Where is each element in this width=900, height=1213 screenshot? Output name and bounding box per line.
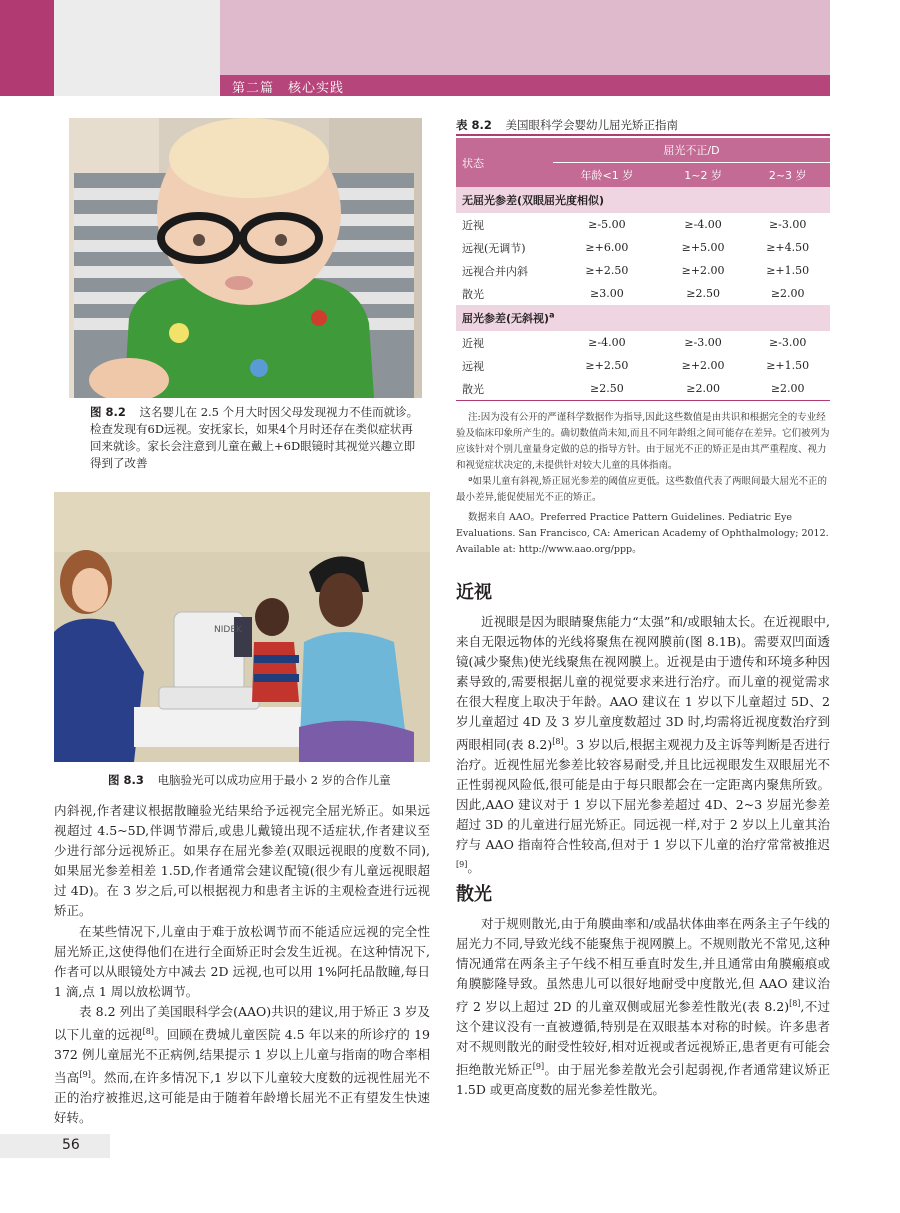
citation: [8] xyxy=(789,999,801,1008)
table-title xyxy=(456,117,678,133)
figure-8-2-caption xyxy=(90,404,420,472)
left-paragraph-2: 在某些情况下,儿童由于难于放松调节而不能适应远视的完全性屈光矫正,这使得他们在进行全面矫正时会发生近视。在这种情况下,作者可以从眼镜处方中减去 2D 远视,也可以用 1%阿托品散瞳,每日 1 滴,点 1 周以放松调节。 xyxy=(54,924,430,999)
table-note-1: 注:因为没有公开的严谨科学数据作为指导,因此这些数值是由共识和根据完全的专业经验及临床印象所产生的。确切数值尚未知,而且不同年龄组之间可能存在差异。它们被列为应该针对个别儿童量身定做的总的指导方针。由于屈光不正的矫正是由其严重程度、视力和视觉症状决定的,未提供针对较大儿童的具体指南。 xyxy=(456,412,830,471)
table-row: 远视合并内斜 ≥+2.50 ≥+2.00 ≥+1.50 xyxy=(462,264,810,278)
table-row: 远视 ≥+2.50 ≥+2.00 ≥+1.50 xyxy=(462,359,810,373)
citation: [9] xyxy=(456,860,468,870)
figure-8-3-caption xyxy=(108,772,428,789)
section-no-anisometropia: 无屈光参差(双眼屈光度相似) xyxy=(456,187,830,213)
page-number: 56 xyxy=(62,1137,80,1153)
table-title-text: 美国眼科学会婴幼儿屈光矫正指南 xyxy=(505,118,679,132)
table-row: 远视(无调节) ≥+6.00 ≥+5.00 ≥+4.50 xyxy=(462,241,810,255)
table-row: 散光 ≥2.50 ≥2.00 ≥2.00 xyxy=(456,377,830,401)
heading-myopia: 近视 xyxy=(456,582,492,603)
figure-8-2-photo xyxy=(69,118,422,398)
citation: [8] xyxy=(552,737,564,746)
table-row: 近视 ≥-5.00 ≥-4.00 ≥-3.00 xyxy=(462,218,807,232)
left-paragraph-3 xyxy=(54,1002,430,1128)
header-gray-block xyxy=(54,0,220,96)
left-paragraph-3-b: 。回顾在费城儿童医院 4.5 年以来的所诊疗的 19 372 例儿童屈光不正病例,结果提示 1 岁以上儿童与指南的吻合率相当高 xyxy=(54,1027,430,1086)
header-pink-band xyxy=(220,0,830,75)
col-state: 状态 xyxy=(456,138,553,187)
col-age-1-2: 1~2 岁 xyxy=(661,163,746,188)
table-row: 近视 ≥-4.00 ≥-3.00 ≥-3.00 xyxy=(462,336,807,350)
figure-8-3-caption-text: 电脑验光可以成功应用于最小 2 岁的合作儿童 xyxy=(157,773,391,787)
section-anisometropia: 屈光参差(无斜视)$^a$ xyxy=(456,305,830,331)
citation: [9] xyxy=(79,1070,91,1080)
left-paragraph-3-a: 表 8.2 列出了美国眼科学会(AAO)共识的建议,用于矫正 3 岁及以下儿童的远视 xyxy=(54,1004,430,1043)
heading-astigmatism: 散光 xyxy=(456,884,492,905)
col-age-under-1: 年龄<1 岁 xyxy=(553,163,661,188)
astigmatism-paragraph: 对于规则散光,由于角膜曲率和/或晶状体曲率在两条主子午线的屈光力不同,导致光线不能聚焦于视网膜上。不规则散光不常见,这种情况通常在两条主子午线不相互垂直时发生,并且通常由角膜瘢痕或角膜膨隆导致。虽然患儿可以很好地耐受中度散光,但 AAO 建议治疗 2 岁以上超过 2D 的儿童双侧或屈光参差性散光(表 8.2)[8],不过这个建议没有一直被遵循,特别是在双眼基本对称的时候。许多患者对不规则散光的耐受性较好,相对近视或者远视矫正,患者更有可能会拒绝散光矫正[9]。由于屈光参差散光会引起弱视,作者通常建议矫正 1.5D 或更高度数的屈光参差性散光。 xyxy=(456,916,830,1098)
baby-with-glasses-illustration xyxy=(69,118,422,398)
col-group: 屈光不正/D xyxy=(553,138,830,163)
table-note-3: 数据来自 AAO。Preferred Practice Pattern Guidelines. Pediatric Eye Evaluations. San Francisco, CA: American Academy of Ophthalmology; 2012. Available at: http://www.aao.org/ppp。 xyxy=(456,512,829,555)
left-paragraph-3-c: 。然而,在许多情况下,1 岁以下儿童较大度数的远视性屈光不正的治疗被推迟,这可能是由于随着年龄增长屈光不正有望发生快速好转。 xyxy=(54,1070,430,1126)
footer-block xyxy=(0,1134,110,1158)
table-note-2: ª如果儿童有斜视,矫正屈光参差的阈值应更低。这些数值代表了两眼间最大屈光不正的最小差异,能促使屈光不正的矫正。 xyxy=(456,476,828,503)
myopia-paragraph: 近视眼是因为眼睛聚焦能力“太强”和/或眼轴太长。在近视眼中,来自无限远物体的光线将聚焦在视网膜前(图 8.1B)。需要双凹面透镜(减少聚焦)使光线聚焦在视网膜上。近视是由于遗传和环境多种因素导致的,需要根据儿童的视觉要求来进行治疗。而儿童的视觉需求在很大程度上取决于年龄。AAO 建议在 1 岁以下儿童超过 5D、2 岁儿童超过 4D 及 3 岁儿童度数超过 3D 时,均需将近视度数治疗到两眼相同(表 8.2)[8]。3 岁以后,根据主观视力及主诉等判断是否进行治疗。近视性屈光参差比较容易耐受,并且比远视眼发生双眼屈光不正性弱视风险低,很可能是由于每只眼都会在一定距离内聚焦所致。因此,AAO 建议对于 1 岁以下屈光参差超过 4D、2~3 岁屈光参差超过 3D 的儿童进行屈光矫正。同远视一样,对于 2 岁以上儿童其治疗与 AAO 指南符合性较高,但对于 1 岁以下儿童的治疗常常被推迟[9]。 xyxy=(456,614,830,876)
citation: [9] xyxy=(532,1062,545,1072)
left-paragraph-1: 内斜视,作者建议根据散瞳验光结果给予远视完全屈光矫正。如果远视超过 4.5~5D,伴调节滞后,或患儿戴镜出现不适症状,作者建议至少进行部分远视矫正。如果存在屈光参差(双眼远视眼的度数不同),如果屈光参差相差 1.5D,作者通常会建议配镜(很少有儿童远视眼超过 4D)。在 3 岁之后,可以根据视力和患者主诉的主观检查进行远视矫正。 xyxy=(54,803,430,918)
autorefraction-illustration xyxy=(54,492,430,762)
figure-8-3-photo xyxy=(54,492,430,762)
citation: [8] xyxy=(142,1027,154,1036)
section-title: 第二篇 核心实践 xyxy=(232,81,345,96)
col-age-2-3: 2~3 岁 xyxy=(745,163,830,188)
header-accent-block xyxy=(0,0,54,96)
refraction-table xyxy=(456,138,830,401)
table-row: 散光 ≥3.00 ≥2.50 ≥2.00 xyxy=(462,287,805,301)
table-top-rule xyxy=(456,134,830,136)
figure-8-3-label: 图 8.3 xyxy=(108,773,144,787)
table-label: 表 8.2 xyxy=(456,118,492,132)
device-label: NIDEK xyxy=(214,625,242,635)
figure-8-2-label: 图 8.2 xyxy=(90,405,126,419)
figure-8-2-caption-text: 这名婴儿在 2.5 个月大时因父母发现视力不佳而就诊。检查发现有6D远视。安抚家长，如果4个月时还存在类似症状再回来就诊。家长会注意到儿童在戴上+6D眼镜时其视觉兴趣立即得到了改善 xyxy=(90,405,419,470)
